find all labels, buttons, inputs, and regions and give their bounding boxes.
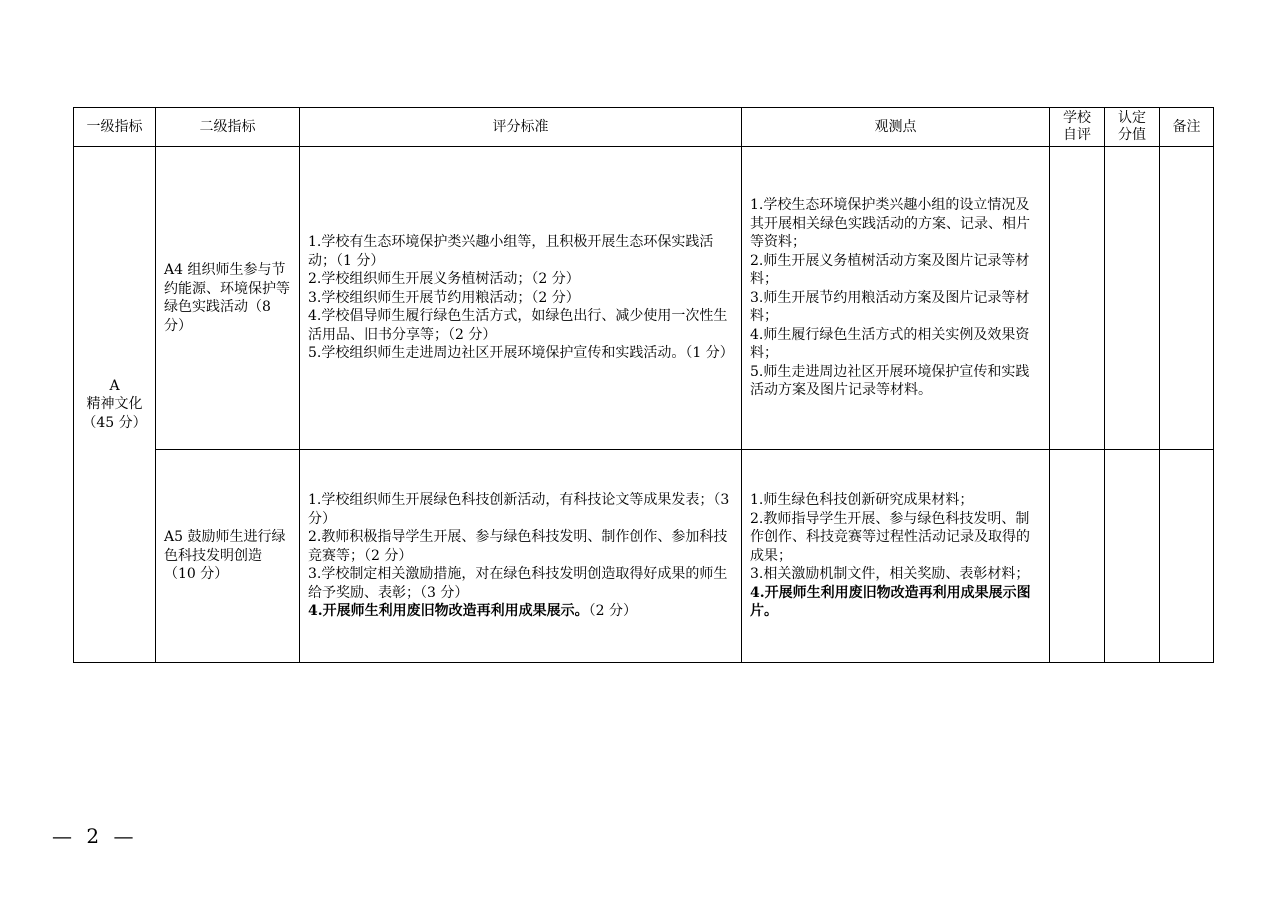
level1-name: 精神文化: [86, 396, 143, 413]
self-eval-cell[interactable]: [1050, 450, 1105, 663]
level2-cell: A5 鼓励师生进行绿色科技发明创造（10 分）: [156, 450, 300, 663]
remarks-cell[interactable]: [1160, 147, 1214, 450]
observation-item-bold: 4.开展师生利用废旧物改造再利用成果展示图片。: [750, 584, 1031, 620]
criteria-item: 3.学校组织师生开展节约用粮活动；（2 分）: [308, 289, 580, 306]
header-level1: 一级指标: [74, 108, 156, 147]
criteria-item-bold: [308, 602, 733, 621]
criteria-item: 5.学校组织师生走进周边社区开展环境保护宣传和实践活动。（1 分）: [308, 345, 734, 362]
criteria-item: 1.学校有生态环境保护类兴趣小组等，且积极开展生态环保实践活动；（1 分）: [308, 234, 714, 269]
self-eval-cell[interactable]: [1050, 147, 1105, 450]
observations-cell: [742, 147, 1050, 450]
page-number: — 2 —: [52, 824, 138, 848]
level2-cell: A4 组织师生参与节约能源、环境保护等绿色实践活动（8 分）: [156, 147, 300, 450]
observation-item: 5.师生走进周边社区开展环境保护宣传和实践活动方案及图片记录等材料。: [750, 363, 1030, 399]
header-assessed-score: 认定 分值: [1105, 108, 1160, 147]
header-level2: 二级指标: [156, 108, 300, 147]
level1-cell: [74, 147, 156, 663]
level1-score: （45 分）: [82, 414, 147, 431]
criteria-item: 2.教师积极指导学生开展、参与绿色科技发明、制作创作、参加科技竞赛等；（2 分）: [308, 529, 728, 564]
level1-code: A: [109, 377, 120, 394]
observation-item: 3.师生开展节约用粮活动方案及图片记录等材料；: [750, 289, 1030, 325]
criteria-item: 4.学校倡导师生履行绿色生活方式，如绿色出行、减少使用一次性生活用品、旧书分享等；（2 分）: [308, 308, 728, 343]
observation-item: 2.师生开展义务植树活动方案及图片记录等材料；: [750, 252, 1030, 288]
criteria-bold-points: （2 分）: [588, 603, 637, 620]
assessed-score-cell[interactable]: [1105, 450, 1160, 663]
table-header-row: [74, 108, 1214, 147]
observation-item: 1.学校生态环境保护类兴趣小组的设立情况及其开展相关绿色实践活动的方案、记录、相片等资料；: [750, 197, 1030, 251]
observations-cell: [742, 450, 1050, 663]
header-remarks: 备注: [1160, 108, 1214, 147]
criteria-bold-text: 4.开展师生利用废旧物改造再利用成果展示。: [308, 603, 589, 620]
criteria-cell: [300, 450, 742, 663]
table-row: [74, 450, 1214, 663]
observation-item: 4.师生履行绿色生活方式的相关实例及效果资料；: [750, 326, 1030, 362]
observation-item: 3.相关激励机制文件，相关奖励、表彰材料；: [750, 566, 1030, 583]
evaluation-table: [73, 107, 1214, 663]
criteria-cell: [300, 147, 742, 450]
remarks-cell[interactable]: [1160, 450, 1214, 663]
criteria-item: 2.学校组织师生开展义务植树活动；（2 分）: [308, 271, 580, 288]
observation-item: 1.师生绿色科技创新研究成果材料；: [750, 492, 974, 509]
header-self-eval: 学校 自评: [1050, 108, 1105, 147]
observation-item: 2.教师指导学生开展、参与绿色科技发明、制作创作、科技竞赛等过程性活动记录及取得的成果；: [750, 510, 1030, 564]
header-criteria: 评分标准: [300, 108, 742, 147]
table-row: [74, 147, 1214, 450]
criteria-item: 3.学校制定相关激励措施，对在绿色科技发明创造取得好成果的师生给予奖励、表彰；（3 分）: [308, 566, 728, 601]
assessed-score-cell[interactable]: [1105, 147, 1160, 450]
header-observations: 观测点: [742, 108, 1050, 147]
criteria-item: 1.学校组织师生开展绿色科技创新活动，有科技论文等成果发表；（3 分）: [308, 492, 730, 527]
